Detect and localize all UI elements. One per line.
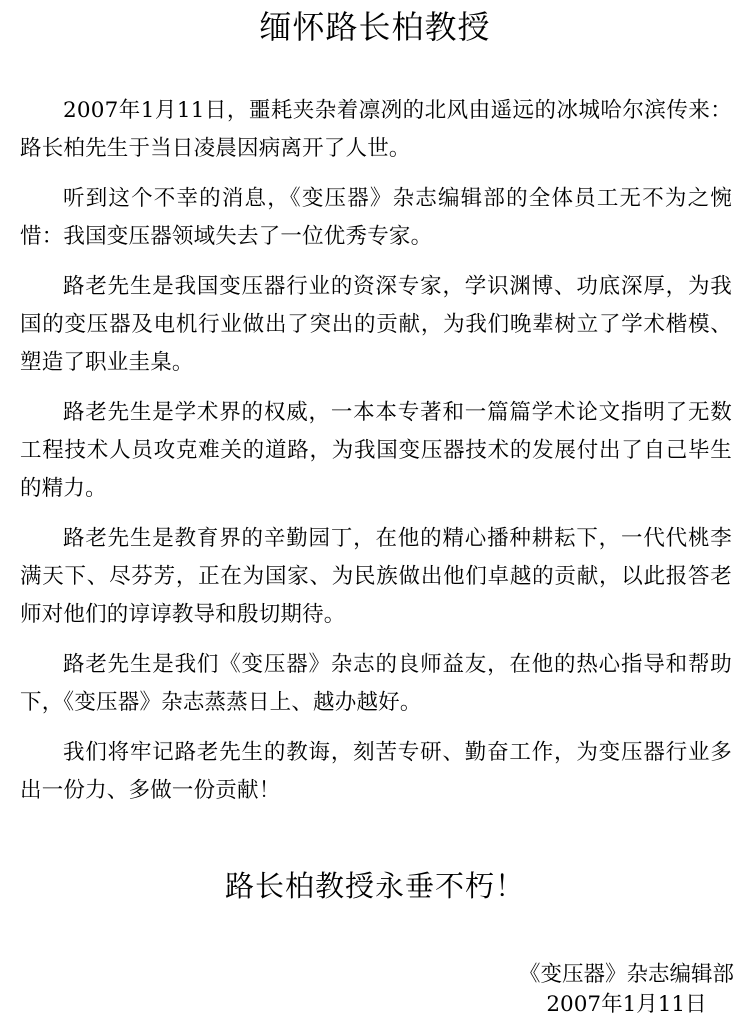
paragraph: 2007年1月11日，噩耗夹杂着凛冽的北风由遥远的冰城哈尔滨传来：路长柏先生于当日凌晨因病离开了人世。 bbox=[20, 98, 732, 161]
paragraph: 听到这个不幸的消息，《变压器》杂志编辑部的全体员工无不为之惋惜：我国变压器领域失去了一位优秀专家。 bbox=[20, 186, 732, 249]
signature-block bbox=[519, 960, 734, 1020]
closing-slogan: 路长柏教授永垂不朽！ bbox=[224, 869, 525, 903]
paragraph: 路老先生是我国变压器行业的资深专家，学识渊博、功底深厚，为我国的变压器及电机行业做出了突出的贡献，为我们晚辈树立了学术楷模、塑造了职业圭臬。 bbox=[20, 274, 732, 375]
article-title: 缅怀路长柏教授 bbox=[259, 8, 491, 46]
paragraph: 路老先生是教育界的辛勤园丁，在他的精心播种耕耘下，一代代桃李满天下、尽芬芳，正在为国家、为民族做出他们卓越的贡献，以此报答老师对他们的谆谆教导和殷切期待。 bbox=[20, 526, 732, 627]
signature-org: 《变压器》杂志编辑部 bbox=[518, 962, 734, 987]
article-body bbox=[20, 92, 732, 822]
signature-date: 2007年1月11日 bbox=[546, 992, 707, 1017]
paragraph: 路老先生是学术界的权威，一本本专著和一篇篇学术论文指明了无数工程技术人员攻克难关的道路，为我国变压器技术的发展付出了自己毕生的精力。 bbox=[20, 400, 732, 501]
paragraph: 我们将牢记路老先生的教诲，刻苦专研、勤奋工作，为变压器行业多出一份力、多做一份贡献！ bbox=[20, 740, 732, 803]
paragraph: 路老先生是我们《变压器》杂志的良师益友，在他的热心指导和帮助下，《变压器》杂志蒸蒸日上、越办越好。 bbox=[20, 652, 732, 715]
